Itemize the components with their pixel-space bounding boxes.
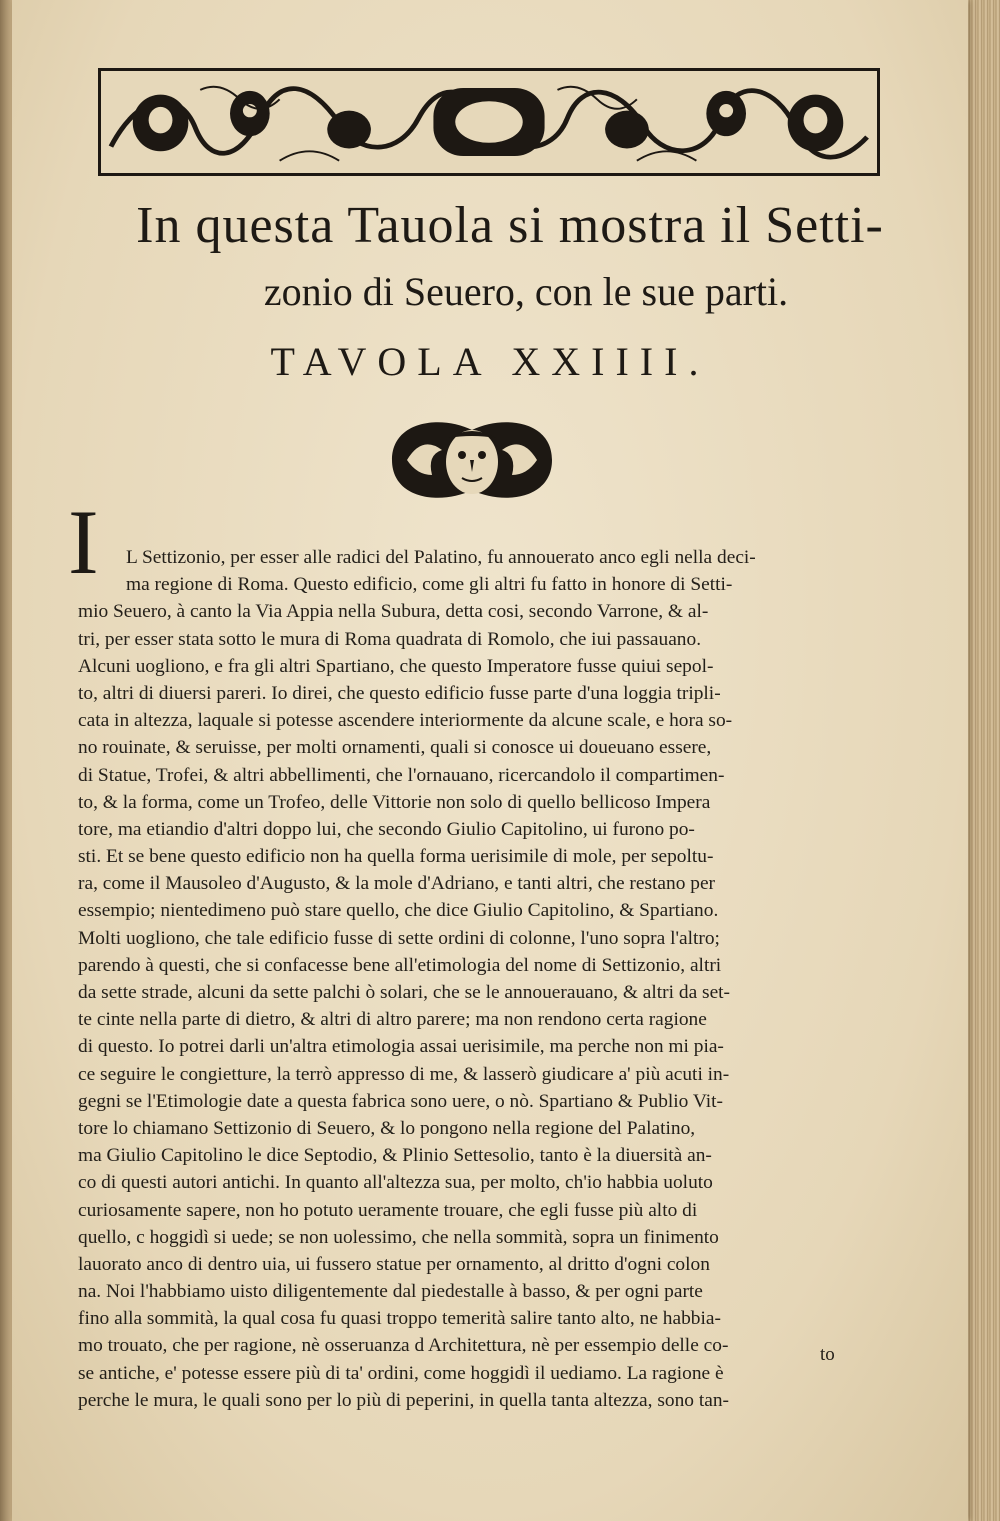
catchword: to — [820, 1344, 835, 1365]
headpiece-ornament-graphic — [101, 71, 877, 173]
body-line: tri, per esser stata sotto le mura di Roma quadrata di Romolo, che iui passauano. — [78, 628, 702, 650]
page-title-line-1: In questa Tauola si mostra il Setti- — [136, 197, 884, 254]
body-line: da sette strade, alcuni da sette palchi ò solari, che se le annouerauano, & altri da set- — [78, 982, 731, 1003]
book-page — [12, 0, 968, 1521]
body-line: gegni se l'Etimologie date a questa fabrica sono uere, o nò. Spartiano & Publio Vit- — [78, 1090, 723, 1112]
body-line: cata in altezza, laquale si potesse ascendere interiormente da alcune scale, e hora so- — [78, 710, 733, 732]
body-line: to, & la forma, come un Trofeo, delle Vittorie non solo di quello bellicoso Impera — [78, 791, 711, 813]
body-line: Alcuni uogliono, e fra gli altri Spartiano, che questo Imperatore fusse quiui sepol- — [78, 655, 714, 677]
body-line: curiosamente sapere, non ho potuto ueramente trouare, che egli fusse più alto di — [78, 1199, 698, 1221]
mascaron-ornament — [382, 410, 562, 510]
body-text — [78, 544, 852, 1414]
body-line: to, altri di diuersi pareri. Io direi, che questo edificio fusse parte d'una loggia tripli- — [78, 682, 721, 704]
woodcut-headpiece — [98, 68, 880, 176]
body-line: ma Giulio Capitolino le dice Septodio, & Plinio Settesolio, tanto è la diuersità an- — [78, 1145, 712, 1167]
body-line: mio Seuero, à canto la Via Appia nella Subura, detta cosi, secondo Varrone, & al- — [78, 601, 709, 623]
body-line: fino alla sommità, la qual cosa fu quasi troppo temerità salire tanto alto, ne habbia- — [78, 1308, 721, 1330]
mascaron-ornament-graphic — [382, 410, 562, 510]
body-line: na. Noi l'habbiamo uisto diligentemente dal piedestalle à basso, & per ogni parte — [78, 1281, 703, 1303]
drop-cap: I — [68, 491, 99, 593]
body-line: essempio; nientedimeno può stare quello, che dice Giulio Capitolino, & Spartiano. — [78, 900, 719, 922]
body-line: di Statue, Trofei, & altri abbellimenti, che l'ornauano, ricercandolo il compartimen- — [78, 764, 725, 786]
body-line: ra, come il Mausoleo d'Augusto, & la mole d'Adriano, e tanti altri, che restano per — [78, 873, 716, 895]
body-line: no rouinate, & seruisse, per molti ornamenti, quali si conosce ui doueuano essere, — [78, 737, 712, 759]
body-line: sti. Et se bene questo edificio non ha quella forma uerisimile di mole, per sepoltu- — [78, 846, 714, 868]
body-line: di questo. Io potrei darli un'altra etimologia assai uerisimile, ma perche non mi pia- — [78, 1036, 724, 1058]
body-line: perche le mura, le quali sono per lo più di peperini, in quella tanta altezza, sono tan- — [78, 1389, 729, 1411]
body-line: te cinte nella parte di dietro, & altri di altro parere; ma non rendono certa ragione — [78, 1009, 707, 1031]
body-line: co di questi autori antichi. In quanto all'altezza sua, per molto, ch'io habbia uoluto — [78, 1172, 713, 1194]
body-line: mo trouato, che per ragione, nè osseruanza d Architettura, nè per essempio delle co- — [78, 1335, 729, 1357]
body-line: ma regione di Roma. Questo edificio, come gli altri fu fatto in honore di Setti- — [126, 574, 733, 596]
body-line: tore, ma etiandio d'altri doppo lui, che secondo Giulio Capitolino, ui furono po- — [78, 818, 695, 840]
body-line: ce seguire le congietture, la terrò appresso di me, & lasserò giudicare a' più acuti in- — [78, 1063, 730, 1085]
body-line: lauorato anco di dentro uia, ui fussero statue per ornamento, al dritto d'ogni colon — [78, 1253, 710, 1275]
plate-title: TAVOLA XXIIII. — [270, 339, 710, 384]
body-line: L Settizonio, per esser alle radici del Palatino, fu annouerato anco egli nella deci- — [126, 547, 756, 568]
body-line: Molti uogliono, che tale edificio fusse di sette ordini di colonne, l'uno sopra l'altro; — [78, 927, 720, 949]
body-line: se antiche, e' potesse essere più di ta' ordini, come hoggidì il uediamo. La ragione è — [78, 1362, 724, 1384]
body-line: parendo à questi, che si confacesse bene all'etimologia del nome di Settizonio, altri — [78, 954, 722, 976]
scan-left-edge — [0, 0, 12, 1521]
body-line: quello, c hoggidì si uede; se non uolessimo, che nella sommità, sopra un finimento — [78, 1226, 719, 1248]
page-title-line-2: zonio di Seuero, con le sue parti. — [263, 269, 789, 314]
body-line: tore lo chiamano Settizonio di Seuero, & lo pongono nella regione del Palatino, — [78, 1117, 696, 1139]
